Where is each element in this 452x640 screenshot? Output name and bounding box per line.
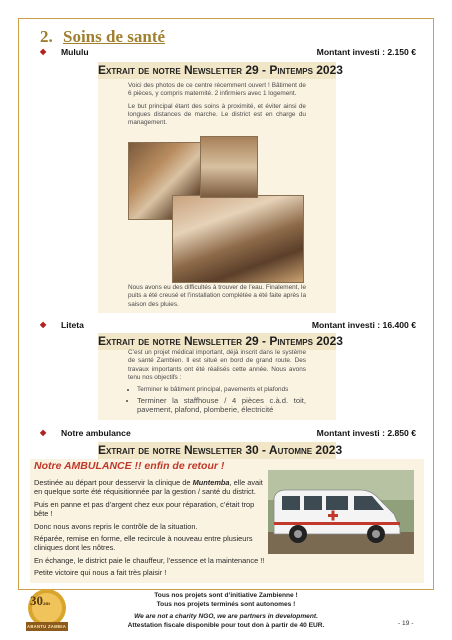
- project-name: Liteta: [61, 320, 84, 330]
- footer-line-1: Tous nos projets sont d’initiative Zambienne !: [154, 592, 298, 599]
- footer-line-3: We are not a charity NGO, we are partners in development.: [134, 613, 318, 620]
- mululu-text-top: [128, 82, 306, 131]
- ambulance-p1-start: Destinée au départ pour desservir la clinique de: [34, 478, 193, 487]
- logo-name: ABANTU ZAMBIA: [27, 624, 67, 629]
- ambulance-p1-emphasis: Muntemba: [192, 478, 230, 487]
- diamond-bullet-icon: ◆: [40, 320, 47, 329]
- footer-notes: [90, 591, 362, 630]
- mululu-paragraph-2: Le but principal étant des soins à proximité, et éviter ainsi de longues distances de marche. Le district est en charge du management.: [128, 102, 306, 127]
- newsletter-banner-1: [98, 62, 343, 79]
- ambulance-paragraph-6: Petite victoire qui nous a fait très plaisir !: [34, 568, 167, 578]
- page-number: - 19 -: [398, 620, 414, 627]
- project-amount: Montant investi : 2.150 €: [316, 47, 416, 57]
- ambulance-photo: [268, 470, 414, 554]
- ambulance-paragraph-4: Réparée, remise en forme, elle recircule à nouveau entre plusieurs cliniques dont les nôtres.: [34, 534, 253, 553]
- ambulance-paragraph-5: En échange, le district paie le chauffeur, l’essence et la maintenance !!: [34, 556, 265, 565]
- footer-line-4: Attestation fiscale disponible pour tout don à partir de 40 EUR.: [127, 622, 325, 629]
- ambulance-paragraph-2: Puis en panne et pas d’argent chez eux pour réparation, c’était trop bête !: [34, 499, 255, 519]
- clinic-consultation-photo: [172, 195, 304, 283]
- mululu-paragraph-3: Nous avons eu des difficultés à trouver de l’eau. Finalement, le puits a été creusé et l’installation complétée a été faite après la saison des pluies.: [128, 284, 306, 308]
- ambulance-p1-end: , elle avait en quelque sorte été réquisitionnée par la gestion / santé du district.: [34, 478, 263, 497]
- ambulance-paragraph-1: [34, 478, 270, 497]
- project-amount: Montant investi : 16.400 €: [311, 320, 416, 330]
- ambulance-paragraph-3: Donc nous avons repris le contrôle de la situation.: [34, 521, 198, 531]
- project-row-mululu: [40, 47, 416, 61]
- liteta-objective: • Terminer la staffhouse / 4 pièces c.à.d. toit, pavement, plafond, plomberie, électricité: [137, 396, 306, 414]
- project-name: Mululu: [61, 47, 89, 57]
- newsletter-banner-2: [98, 333, 343, 350]
- project-name: Notre ambulance: [61, 428, 131, 438]
- liteta-objectives-list: [128, 386, 306, 414]
- liteta-objective: • Terminer le bâtiment principal, pavements et plafonds: [137, 386, 306, 394]
- liteta-text: [128, 349, 306, 416]
- ambulance-text: [34, 478, 270, 556]
- newsletter-banner-3: [98, 442, 343, 459]
- ambulance-text-bottom: [34, 556, 424, 581]
- clinic-building-photo: [200, 136, 258, 198]
- project-row-ambulance: [40, 428, 416, 442]
- newsletter-banner-text: Extrait de notre Newsletter 29 - Pintemps 2023: [98, 63, 343, 77]
- mululu-paragraph-1: Voici des photos de ce centre récemment ouvert ! Bâtiment de 6 pièces, y compris maternité. 2 infirmiers avec 1 logement.: [128, 82, 306, 98]
- section-title-text: Soins de santé: [63, 27, 166, 46]
- project-row-liteta: [40, 320, 416, 334]
- liteta-intro: C’est un projet médical important, déjà inscrit dans le système de santé Zambien. Il est situé en bord de grand route. Des travaux importants ont été réalisés cette année. Nous avons tenu nos objectifs :: [128, 349, 306, 381]
- logo-years-label: ans: [43, 602, 51, 607]
- logo-number: 30: [30, 593, 43, 608]
- footer-line-2: Tous nos projets terminés sont autonomes !: [156, 601, 296, 608]
- project-amount: Montant investi : 2.850 €: [316, 428, 416, 438]
- newsletter-banner-text: Extrait de notre Newsletter 30 - Automne 2023: [98, 443, 343, 457]
- diamond-bullet-icon: ◆: [40, 428, 47, 437]
- ambulance-title: Notre AMBULANCE !! enfin de retour !: [34, 460, 225, 472]
- section-title: [40, 27, 165, 47]
- diamond-bullet-icon: ◆: [40, 47, 47, 56]
- logo-years: [30, 593, 50, 609]
- newsletter-banner-text: Extrait de notre Newsletter 29 - Pintemps 2023: [98, 334, 343, 348]
- section-number: 2.: [40, 27, 53, 46]
- mululu-text-bottom: [128, 284, 306, 313]
